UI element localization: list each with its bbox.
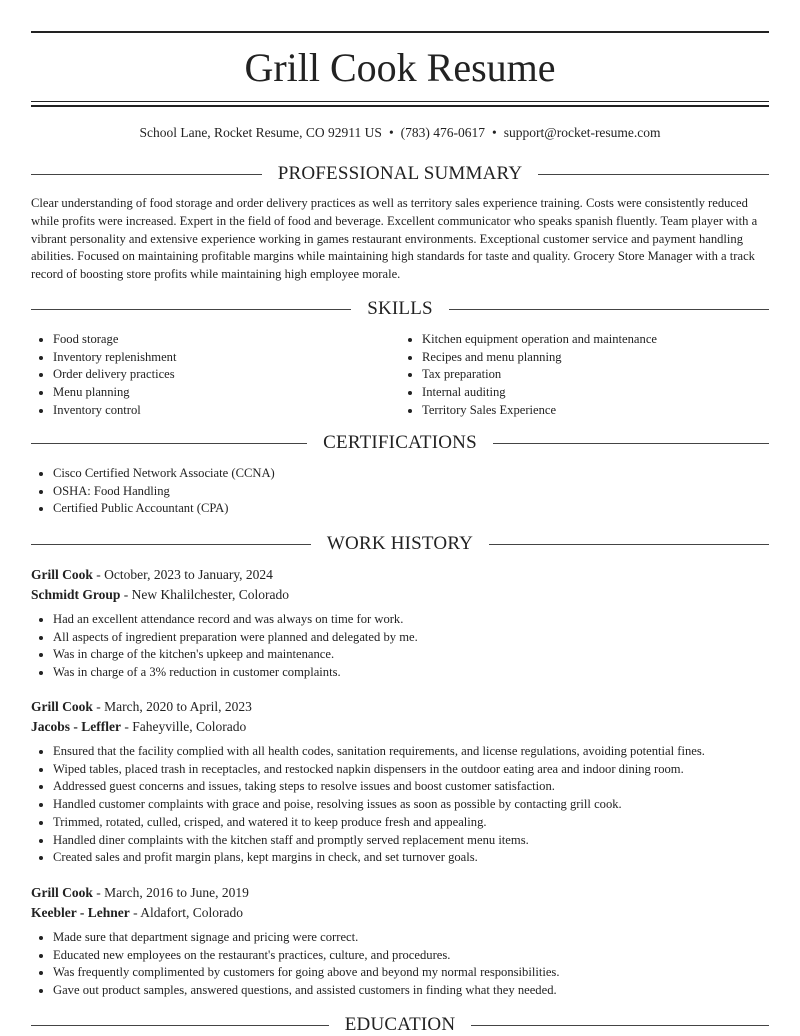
skill-item: • Inventory control: [53, 402, 400, 420]
dash: -: [129, 904, 141, 920]
dash: -: [92, 885, 105, 900]
skill-item: • Order delivery practices: [53, 366, 400, 384]
job-entry: [31, 565, 769, 682]
job-company: Jacobs - Leffler: [31, 718, 121, 734]
title-rule-thick: [31, 105, 769, 107]
divider-line: [489, 544, 769, 545]
divider-line: [493, 443, 769, 444]
bullet-separator: •: [492, 125, 497, 140]
skill-item: • Inventory replenishment: [53, 349, 400, 367]
job-title-line: [31, 565, 769, 585]
divider-line: [31, 443, 307, 444]
job-title: Grill Cook: [31, 885, 93, 900]
job-dates: March, 2020 to April, 2023: [104, 699, 252, 714]
skill-item: • Tax preparation: [422, 366, 769, 384]
top-rule: [31, 31, 769, 33]
divider-line: [31, 1025, 329, 1026]
divider-line: [449, 309, 769, 310]
job-location: Aldafort, Colorado: [140, 904, 243, 920]
skill-item: • Menu planning: [53, 384, 400, 402]
job-bullets: [31, 611, 769, 682]
contact-address: School Lane, Rocket Resume, CO 92911 US: [139, 125, 382, 140]
section-title: SKILLS: [367, 298, 433, 319]
job-location: Faheyville, Colorado: [132, 718, 247, 734]
job-company: Keebler - Lehner: [31, 904, 130, 920]
job-bullet: • Gave out product samples, answered questions, and assisted customers in finding what they needed.: [53, 982, 769, 1000]
job-title-line: [31, 883, 769, 903]
certification-item: • OSHA: Food Handling: [53, 483, 769, 501]
contact-phone: (783) 476-0617: [400, 125, 486, 140]
dash: -: [92, 699, 105, 714]
divider-line: [31, 309, 351, 310]
section-title: PROFESSIONAL SUMMARY: [277, 163, 523, 184]
section-heading-work-history: [31, 533, 769, 555]
divider-line: [471, 1025, 769, 1026]
job-bullet: • Ensured that the facility complied with all health codes, sanitation requirements, and license regulations, avoiding potential fines.: [53, 743, 769, 761]
job-bullet: • Educated new employees on the restaurant's practices, culture, and procedures.: [53, 947, 769, 965]
job-entry: [31, 883, 769, 1000]
job-bullet: • Handled customer complaints with grace and poise, resolving issues as soon as possible by contacting grill cook.: [53, 796, 769, 814]
job-company-line: [31, 585, 769, 605]
job-bullet: • Trimmed, rotated, culled, crisped, and watered it to keep produce fresh and appealing.: [53, 814, 769, 832]
section-heading-skills: [31, 298, 769, 320]
job-bullet: • Was in charge of the kitchen's upkeep and maintenance.: [53, 646, 769, 664]
summary-text: Clear understanding of food storage and order delivery practices as well as territory sales experience training. Costs were consistently reduced while profits were increased. Expert in the field of food and beverage. Excellent communicator who speaks spanish fluently. Team player with a vibrant personality and extensive experience working in games restaurant environments. Exceptional customer service and payment handling abilities. Focused on maintaining profitable margins while maintaining high standards for taste and quality. Grocery Store Manager with a track record of boosting store profits while maintaining high employee morale.: [31, 196, 758, 282]
title-rule-thin: [31, 101, 769, 102]
section-heading-education: [31, 1014, 769, 1036]
certifications-list: [31, 465, 769, 518]
dash: -: [120, 718, 133, 734]
job-company-line: [31, 903, 769, 923]
dash: -: [92, 567, 105, 582]
dash: -: [120, 586, 132, 602]
job-title-line: [31, 697, 769, 717]
divider-line: [31, 544, 311, 545]
job-bullet: • Was in charge of a 3% reduction in customer complaints.: [53, 664, 769, 682]
job-dates: March, 2016 to June, 2019: [104, 885, 249, 900]
skill-item: • Internal auditing: [422, 384, 769, 402]
skill-item: • Food storage: [53, 331, 400, 349]
job-entry: [31, 697, 769, 867]
skills-list: [31, 331, 769, 420]
job-bullet: • Addressed guest concerns and issues, taking steps to resolve issues and boost customer satisfaction.: [53, 778, 769, 796]
job-title: Grill Cook: [31, 567, 93, 582]
skill-item: • Territory Sales Experience: [422, 402, 769, 420]
job-bullet: • Handled diner complaints with the kitchen staff and promptly served replacement menu items.: [53, 832, 769, 850]
section-title: CERTIFICATIONS: [323, 432, 477, 453]
contact-line: [31, 124, 769, 142]
job-bullet: • Made sure that department signage and pricing were correct.: [53, 929, 769, 947]
job-company: Schmidt Group: [31, 586, 121, 602]
contact-email: support@rocket-resume.com: [503, 125, 661, 140]
skill-item: • Recipes and menu planning: [422, 349, 769, 367]
job-location: New Khalilchester, Colorado: [131, 586, 289, 602]
section-title: EDUCATION: [344, 1014, 456, 1035]
job-bullets: [31, 929, 769, 1000]
certification-item: • Cisco Certified Network Associate (CCNA): [53, 465, 769, 483]
job-bullets: [31, 743, 769, 867]
job-dates: October, 2023 to January, 2024: [104, 567, 273, 582]
job-company-line: [31, 717, 769, 737]
divider-line: [538, 174, 769, 175]
bullet-separator: •: [388, 125, 394, 140]
job-bullet: • All aspects of ingredient preparation were planned and delegated by me.: [53, 629, 769, 647]
section-title: WORK HISTORY: [326, 533, 474, 554]
job-bullet: • Was frequently complimented by customers for going above and beyond my normal responsibilities.: [53, 964, 769, 982]
job-title: Grill Cook: [31, 699, 93, 714]
certification-item: • Certified Public Accountant (CPA): [53, 500, 769, 518]
skills-column-right: [400, 331, 769, 420]
divider-line: [31, 174, 262, 175]
skills-column-left: [31, 331, 400, 420]
skill-item: • Kitchen equipment operation and maintenance: [422, 331, 769, 349]
job-bullet: • Wiped tables, placed trash in receptacles, and restocked napkin dispensers in the outdoor eating area and indoor dining room.: [53, 761, 769, 779]
job-bullet: • Created sales and profit margin plans, kept margins in check, and set turnover goals.: [53, 849, 769, 867]
job-bullet: • Had an excellent attendance record and was always on time for work.: [53, 611, 769, 629]
section-heading-summary: [31, 163, 769, 185]
section-heading-certifications: [31, 432, 769, 454]
page-title: Grill Cook Resume: [244, 45, 556, 90]
